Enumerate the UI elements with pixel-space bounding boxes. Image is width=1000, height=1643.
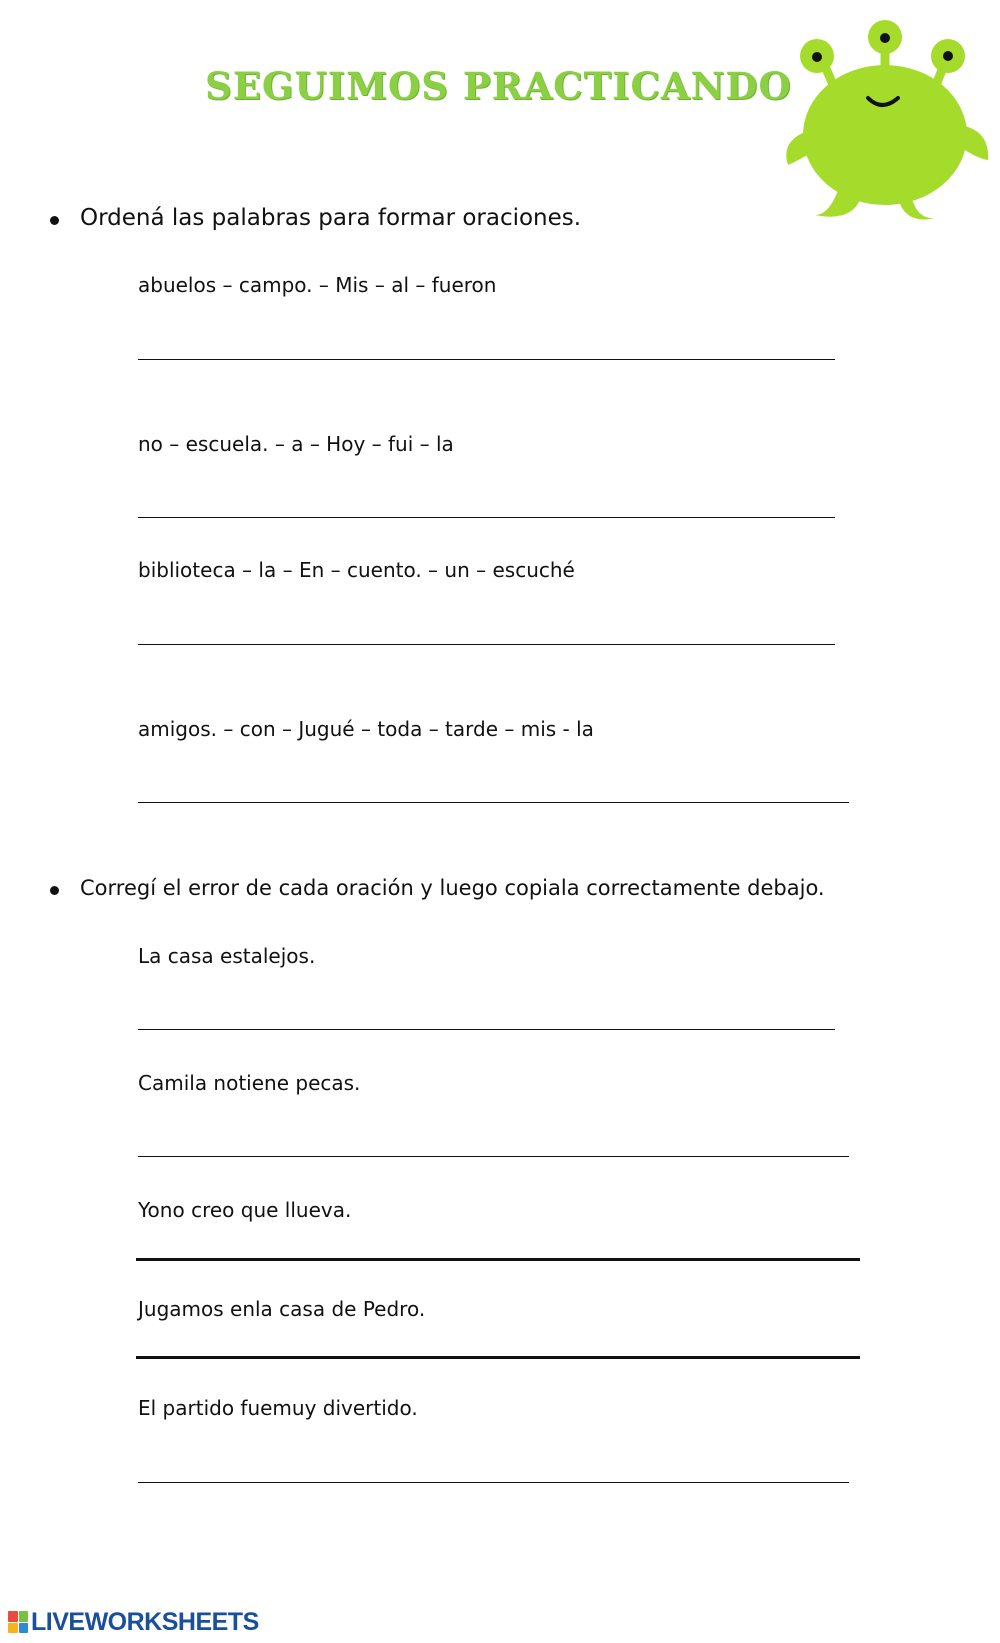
answer-line-3[interactable] (138, 644, 835, 645)
bullet-point (50, 216, 59, 225)
correction-line-2[interactable] (138, 1156, 849, 1157)
brand-logo (8, 1607, 259, 1637)
scrambled-sentence-2: no – escuela. – a – Hoy – fui – la (138, 432, 454, 456)
error-sentence-3: Yono creo que llueva. (138, 1198, 352, 1222)
instruction-reorder: Ordená las palabras para formar oraciones. (80, 205, 582, 231)
instruction-correct: Corregí el error de cada oración y luego copiala correctamente debajo. (80, 876, 825, 900)
correction-line-4[interactable] (136, 1356, 860, 1359)
answer-line-2[interactable] (138, 517, 835, 518)
error-sentence-2: Camila notiene pecas. (138, 1071, 361, 1095)
scrambled-sentence-1: abuelos – campo. – Mis – al – fueron (138, 273, 497, 297)
error-sentence-5: El partido fuemuy divertido. (138, 1396, 418, 1420)
green-monster-icon (780, 10, 995, 225)
page-title: SEGUIMOS PRACTICANDO (205, 64, 792, 108)
answer-line-4[interactable] (138, 802, 849, 803)
scrambled-sentence-3: biblioteca – la – En – cuento. – un – escuché (138, 558, 575, 582)
bullet-point (50, 886, 59, 895)
scrambled-sentence-4: amigos. – con – Jugué – toda – tarde – mis - la (138, 717, 594, 741)
liveworksheets-logo-icon (8, 1611, 28, 1633)
error-sentence-1: La casa estalejos. (138, 944, 316, 968)
correction-line-3[interactable] (136, 1258, 860, 1261)
correction-line-5[interactable] (138, 1482, 849, 1483)
error-sentence-4: Jugamos enla casa de Pedro. (138, 1297, 426, 1321)
answer-line-1[interactable] (138, 359, 835, 360)
brand-name: LIVEWORKSHEETS (31, 1607, 259, 1636)
correction-line-1[interactable] (138, 1029, 835, 1030)
